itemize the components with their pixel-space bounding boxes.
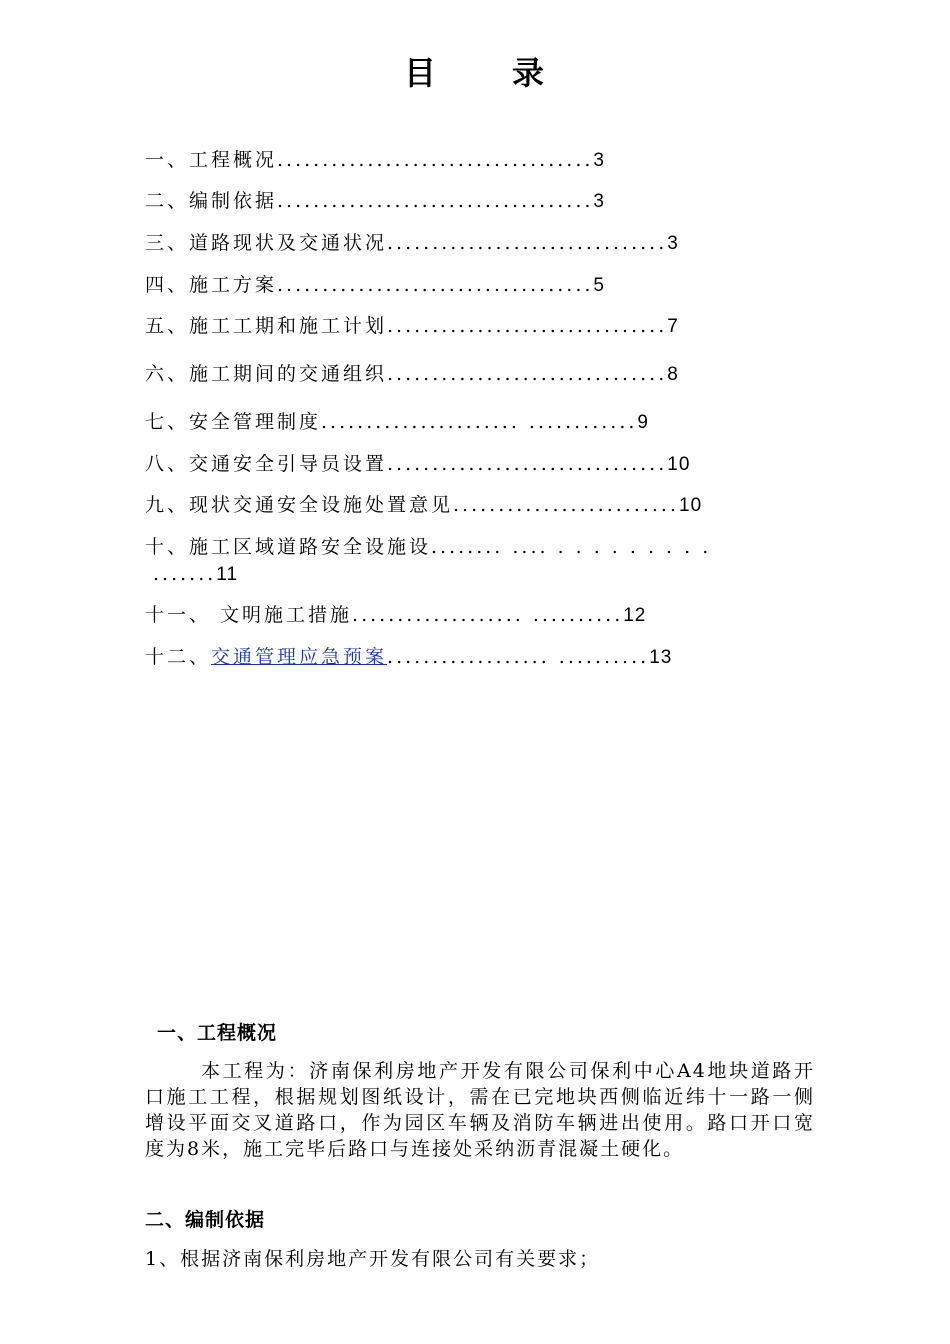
toc-leader: ............................... (387, 232, 668, 254)
toc-entry[interactable] (145, 148, 605, 173)
toc-entry[interactable] (145, 535, 711, 560)
toc-page: 8 (667, 364, 679, 385)
toc-entry[interactable] (145, 314, 679, 339)
toc-page: 11 (216, 564, 239, 585)
toc-label: 三、道路现状及交通状况 (145, 232, 388, 254)
toc-page: 3 (667, 233, 679, 254)
toc-label: 十、施工区域道路安全设施设 (145, 536, 432, 558)
toc-label: 八、交通安全引导员设置 (145, 453, 388, 475)
toc-label: 六、施工期间的交通组织 (145, 363, 388, 385)
toc-label: 二、编制依据 (145, 190, 278, 212)
toc-leader: ......................... (453, 494, 680, 516)
toc-page: 10 (667, 454, 691, 475)
page-title (0, 48, 950, 94)
toc-leader: ........ .... . . . . . . . . . (431, 536, 712, 558)
toc-page: 13 (649, 647, 673, 668)
toc-leader: ............................... (387, 363, 668, 385)
toc-label: 一、工程概况 (145, 149, 278, 171)
section-heading: 一、工程概况 (157, 1022, 278, 1044)
toc-page: 10 (679, 495, 703, 516)
toc-entry[interactable] (145, 603, 646, 628)
toc-entry[interactable] (145, 189, 605, 214)
section-paragraph: 本工程为：济南保利房地产开发有限公司保利中心A4地块道路开口施工工程，根据规划图纸设计，需在已完地块西侧临近纬十一路一侧增设平面交叉道路口，作为园区车辆及消防车辆进出使用。路口开口宽度为8米，施工完毕后路口与连接处采纳沥青混凝土硬化。 (145, 1060, 815, 1160)
toc-page: 7 (667, 316, 679, 337)
toc-entry[interactable] (145, 273, 605, 298)
toc-label: 四、施工方案 (145, 274, 278, 296)
section-heading: 二、编制依据 (145, 1209, 266, 1231)
toc-entry-continuation[interactable] (153, 562, 238, 587)
list-item: 1、根据济南保利房地产开发有限公司有关要求； (145, 1248, 601, 1270)
toc-leader: .................. .......... (387, 646, 650, 668)
toc-label: 九、现状交通安全设施处置意见 (145, 494, 454, 516)
toc-entry[interactable] (145, 645, 672, 670)
toc-leader: ....... (153, 563, 217, 585)
toc-page: 3 (593, 150, 605, 171)
toc-leader: ............................... (387, 453, 668, 475)
toc-entry[interactable] (145, 231, 679, 256)
toc-page: 9 (637, 412, 649, 433)
toc-entry[interactable] (145, 493, 702, 518)
title-char-left: 目 (403, 54, 438, 92)
toc-hyperlink[interactable]: 交通管理应急预案 (211, 646, 388, 668)
toc-leader: ................... .......... (352, 604, 624, 626)
toc-leader: ............................... (387, 315, 668, 337)
toc-label: 十一、 文明施工措施 (145, 604, 353, 626)
toc-leader: ................................... (277, 149, 594, 171)
toc-entry[interactable] (145, 362, 679, 387)
toc-entry[interactable] (145, 410, 649, 435)
toc-label: 十二、 (145, 646, 212, 668)
toc-leader: ................................... (277, 190, 594, 212)
toc-page: 5 (593, 275, 605, 296)
title-char-right: 录 (512, 54, 547, 92)
toc-leader: ................................... (277, 274, 594, 296)
toc-entry[interactable] (145, 452, 690, 477)
toc-label: 七、安全管理制度 (145, 411, 322, 433)
toc-leader: ...................... ............ (321, 411, 638, 433)
toc-page: 12 (623, 605, 647, 626)
toc-page: 3 (593, 191, 605, 212)
toc-label: 五、施工工期和施工计划 (145, 315, 388, 337)
